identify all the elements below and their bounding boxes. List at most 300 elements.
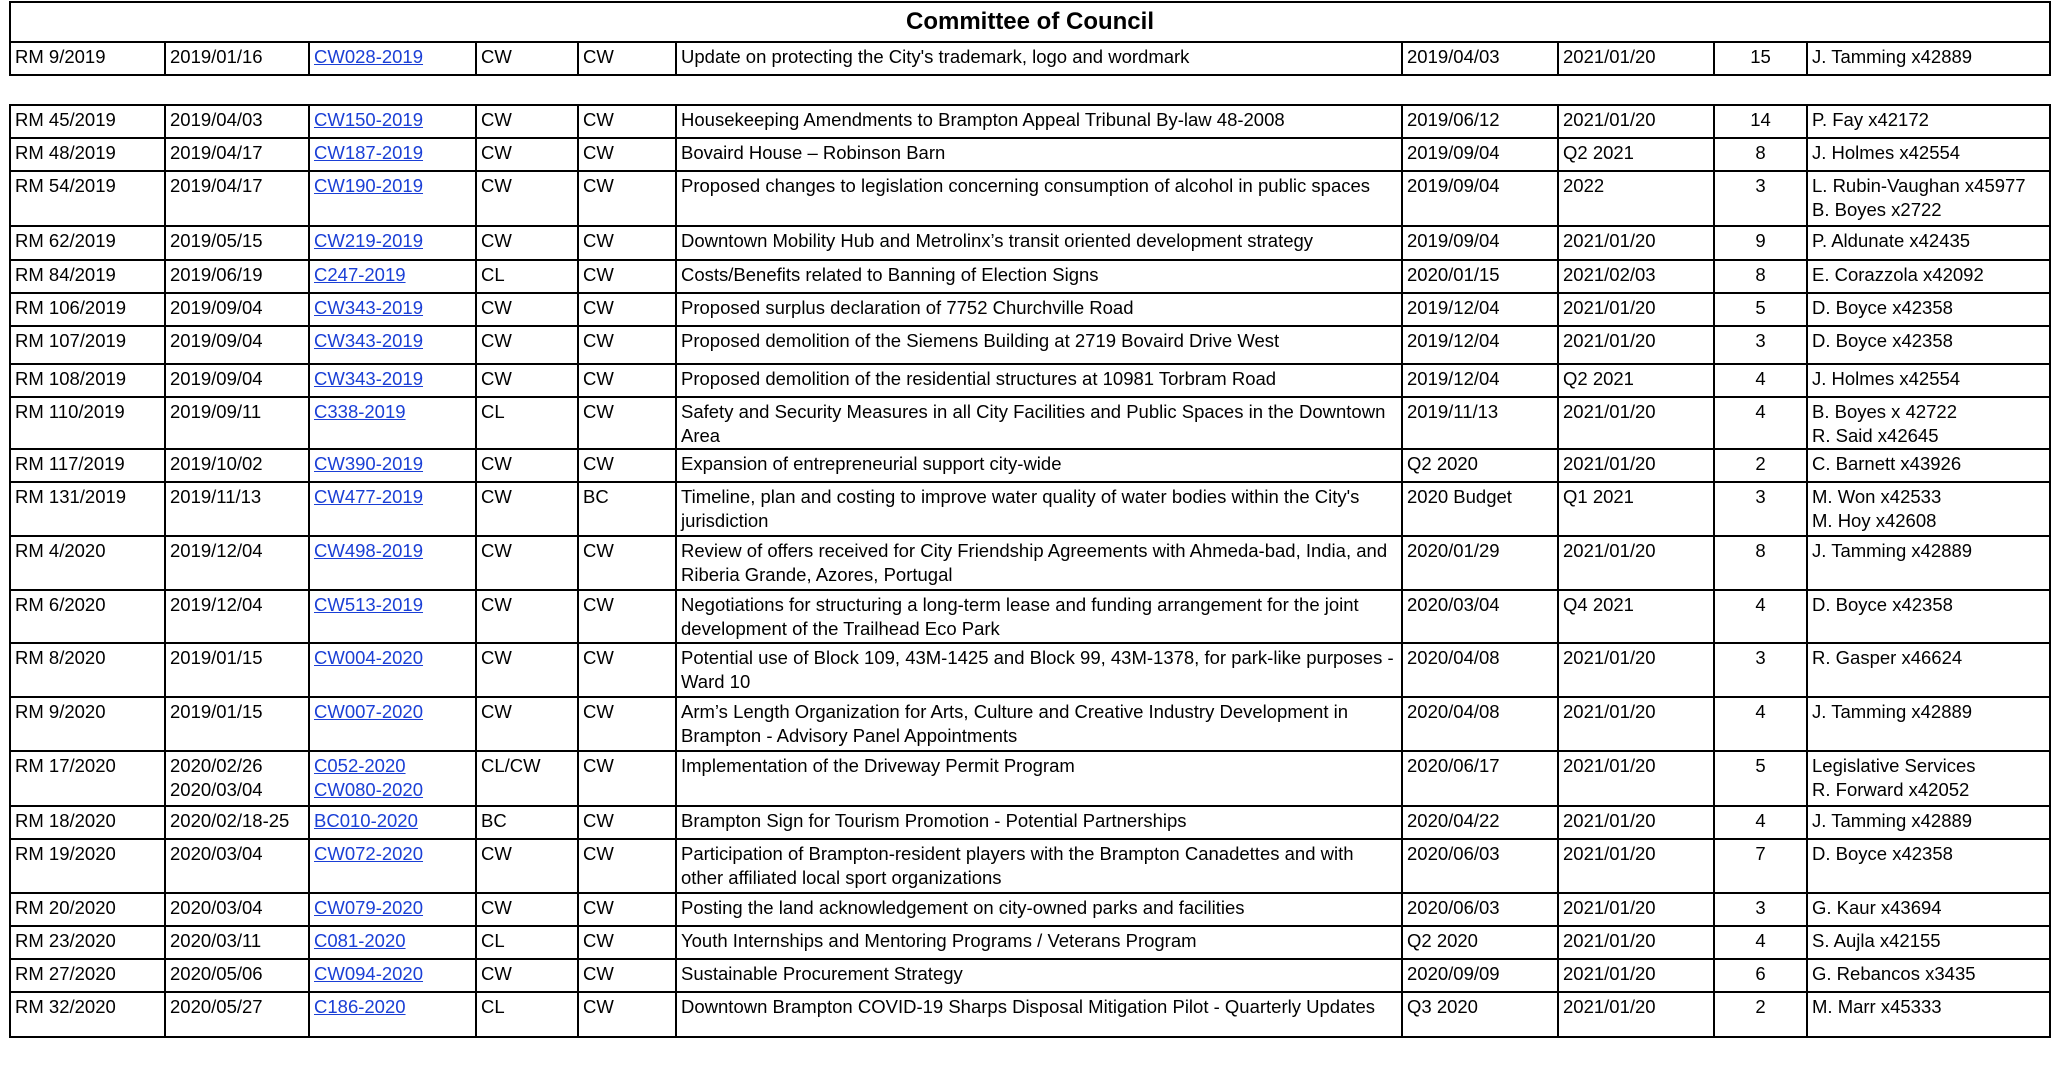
- count-cell: 4: [1714, 697, 1807, 751]
- motions-table-body: [10, 105, 2050, 1037]
- contact-cell: [1807, 364, 2050, 397]
- report-ref-link[interactable]: CW080-2020: [314, 779, 424, 800]
- report-ref-cell: [309, 397, 476, 449]
- meeting-date: 2020/03/04: [170, 843, 263, 864]
- contact-name: J. Holmes x42554: [1812, 368, 1961, 389]
- count-cell: 3: [1714, 171, 1807, 226]
- revised-due-cell: 2021/01/20: [1558, 326, 1714, 364]
- date-cell: [165, 364, 309, 397]
- contact-name: B. Boyes x2722: [1812, 199, 1942, 220]
- committee-cell: BC: [578, 482, 676, 536]
- committee-cell: CW: [578, 293, 676, 326]
- report-ref-link[interactable]: C338-2019: [314, 401, 406, 422]
- contact-name: D. Boyce x42358: [1812, 297, 1953, 318]
- report-ref-link[interactable]: CW477-2019: [314, 486, 424, 507]
- first-row-body: [10, 42, 2050, 75]
- original-due-cell: Q2 2020: [1402, 926, 1558, 959]
- original-due-cell: 2020/01/15: [1402, 260, 1558, 293]
- meeting-date: 2020/03/04: [170, 897, 263, 918]
- origin-cell: CW: [476, 697, 578, 751]
- report-ref-link[interactable]: CW219-2019: [314, 230, 424, 251]
- report-ref-link[interactable]: C247-2019: [314, 264, 406, 285]
- original-due-cell: 2019/12/04: [1402, 364, 1558, 397]
- date-cell: [165, 751, 309, 806]
- description-cell: Sustainable Procurement Strategy: [676, 959, 1402, 992]
- report-ref-link[interactable]: C052-2020: [314, 755, 406, 776]
- count-cell: 2: [1714, 992, 1807, 1037]
- original-due-cell: 2019/12/04: [1402, 293, 1558, 326]
- description-cell: Expansion of entrepreneurial support city-wide: [676, 449, 1402, 482]
- contact-name: J. Holmes x42554: [1812, 142, 1961, 163]
- contact-cell: [1807, 893, 2050, 926]
- origin-cell: CW: [476, 138, 578, 171]
- revised-due-cell: 2021/01/20: [1558, 536, 1714, 590]
- rm-number-cell: RM 4/2020: [10, 536, 165, 590]
- report-ref-cell: [309, 536, 476, 590]
- revised-due-cell: 2022: [1558, 171, 1714, 226]
- count-cell: 7: [1714, 839, 1807, 893]
- origin-cell: CW: [476, 893, 578, 926]
- original-due-cell: 2020/04/08: [1402, 697, 1558, 751]
- origin-cell: CL: [476, 260, 578, 293]
- count-cell: 8: [1714, 138, 1807, 171]
- date-cell: [165, 449, 309, 482]
- report-ref-cell: [309, 260, 476, 293]
- revised-due-cell: 2021/01/20: [1558, 449, 1714, 482]
- count-cell: 14: [1714, 105, 1807, 138]
- contact-name: J. Tamming x42889: [1812, 701, 1973, 722]
- revised-due-cell: 2021/01/20: [1558, 959, 1714, 992]
- contact-cell: [1807, 293, 2050, 326]
- original-due-cell: 2020/09/09: [1402, 959, 1558, 992]
- report-ref-link[interactable]: CW190-2019: [314, 175, 424, 196]
- date-cell: [165, 590, 309, 643]
- report-ref-cell: [309, 839, 476, 893]
- meeting-date: 2019/09/04: [170, 330, 263, 351]
- count-cell: 3: [1714, 482, 1807, 536]
- original-due-cell: 2019/09/04: [1402, 226, 1558, 260]
- description-cell: Timeline, plan and costing to improve water quality of water bodies within the City's jurisdiction: [676, 482, 1402, 536]
- report-ref-link[interactable]: CW343-2019: [314, 368, 424, 389]
- count-cell: 4: [1714, 926, 1807, 959]
- original-due-cell: 2020/06/03: [1402, 839, 1558, 893]
- contact-cell: [1807, 226, 2050, 260]
- contact-cell: [1807, 536, 2050, 590]
- revised-due-cell: 2021/01/20: [1558, 751, 1714, 806]
- committee-title: Committee of Council: [10, 2, 2050, 42]
- committee-cell: CW: [578, 839, 676, 893]
- report-ref-link[interactable]: CW513-2019: [314, 594, 424, 615]
- contact-cell: [1807, 751, 2050, 806]
- table-row: [10, 697, 2050, 751]
- committee-cell: CW: [578, 590, 676, 643]
- revised-due-cell: 2021/01/20: [1558, 893, 1714, 926]
- report-ref-cell: [309, 926, 476, 959]
- rm-number-cell: RM 19/2020: [10, 839, 165, 893]
- report-ref-link[interactable]: CW079-2020: [314, 897, 424, 918]
- date-cell: [165, 536, 309, 590]
- report-ref-link[interactable]: C186-2020: [314, 996, 406, 1017]
- committee-cell: CW: [578, 326, 676, 364]
- date-cell: [165, 397, 309, 449]
- origin-cell: CW: [476, 105, 578, 138]
- meeting-date: 2019/04/17: [170, 175, 263, 196]
- table-row: [10, 992, 2050, 1037]
- committee-cell: CW: [578, 260, 676, 293]
- report-ref-cell: [309, 449, 476, 482]
- committee-cell: CW: [578, 449, 676, 482]
- original-due-cell: 2019/06/12: [1402, 105, 1558, 138]
- description-cell: Proposed changes to legislation concerning consumption of alcohol in public spaces: [676, 171, 1402, 226]
- rm-number-cell: RM 20/2020: [10, 893, 165, 926]
- date-cell: [165, 839, 309, 893]
- rm-number-cell: RM 9/2020: [10, 697, 165, 751]
- rm-number-cell: RM 27/2020: [10, 959, 165, 992]
- report-ref-cell: [309, 293, 476, 326]
- contact-name: Legislative Services: [1812, 755, 1976, 776]
- date-cell: [165, 643, 309, 697]
- rm-number-cell: RM 62/2019: [10, 226, 165, 260]
- committee-cell: CW: [578, 397, 676, 449]
- revised-due-cell: 2021/01/20: [1558, 992, 1714, 1037]
- description-cell: Proposed demolition of the Siemens Building at 2719 Bovaird Drive West: [676, 326, 1402, 364]
- report-ref-link[interactable]: CW498-2019: [314, 540, 424, 561]
- rm-number-cell: RM 117/2019: [10, 449, 165, 482]
- table-row: [10, 226, 2050, 260]
- description-cell: Brampton Sign for Tourism Promotion - Potential Partnerships: [676, 806, 1402, 839]
- contact-name: G. Kaur x43694: [1812, 897, 1942, 918]
- rm-number-cell: RM 32/2020: [10, 992, 165, 1037]
- original-due-cell: 2019/12/04: [1402, 326, 1558, 364]
- count-cell: 15: [1714, 42, 1807, 75]
- description-cell: Bovaird House – Robinson Barn: [676, 138, 1402, 171]
- origin-cell: CL: [476, 397, 578, 449]
- table-row: [10, 806, 2050, 839]
- date-cell: [165, 959, 309, 992]
- report-ref-link[interactable]: CW007-2020: [314, 701, 424, 722]
- contact-cell: [1807, 326, 2050, 364]
- revised-due-cell: Q2 2021: [1558, 364, 1714, 397]
- count-cell: 5: [1714, 293, 1807, 326]
- committee-cell: CW: [578, 105, 676, 138]
- origin-cell: CW: [476, 226, 578, 260]
- table-row: [10, 138, 2050, 171]
- report-ref-link[interactable]: CW072-2020: [314, 843, 424, 864]
- original-due-cell: 2020/06/03: [1402, 893, 1558, 926]
- committee-cell: CW: [578, 226, 676, 260]
- table-row: [10, 397, 2050, 449]
- meeting-date: 2019/05/15: [170, 230, 263, 251]
- original-due-cell: 2020/06/17: [1402, 751, 1558, 806]
- meeting-date: 2020/03/04: [170, 779, 263, 800]
- meeting-date: 2019/01/16: [170, 46, 263, 67]
- meeting-date: 2019/09/04: [170, 297, 263, 318]
- report-ref-link[interactable]: CW028-2019: [314, 46, 424, 67]
- committee-header-table: [9, 1, 2051, 76]
- origin-cell: CW: [476, 42, 578, 75]
- count-cell: 4: [1714, 397, 1807, 449]
- report-ref-link[interactable]: C081-2020: [314, 930, 406, 951]
- description-cell: Proposed demolition of the residential structures at 10981 Torbram Road: [676, 364, 1402, 397]
- meeting-date: 2020/05/06: [170, 963, 263, 984]
- contact-name: L. Rubin-Vaughan x45977: [1812, 175, 2026, 196]
- contact-name: C. Barnett x43926: [1812, 453, 1962, 474]
- origin-cell: CW: [476, 449, 578, 482]
- committee-cell: CW: [578, 806, 676, 839]
- table-row: [10, 893, 2050, 926]
- revised-due-cell: 2021/01/20: [1558, 839, 1714, 893]
- report-ref-cell: [309, 326, 476, 364]
- report-ref-cell: [309, 992, 476, 1037]
- rm-number-cell: RM 131/2019: [10, 482, 165, 536]
- rm-number-cell: RM 106/2019: [10, 293, 165, 326]
- table-row: [10, 260, 2050, 293]
- date-cell: [165, 138, 309, 171]
- contact-cell: [1807, 397, 2050, 449]
- origin-cell: CW: [476, 293, 578, 326]
- table-row: [10, 105, 2050, 138]
- date-cell: [165, 171, 309, 226]
- report-ref-cell: [309, 959, 476, 992]
- revised-due-cell: Q4 2021: [1558, 590, 1714, 643]
- date-cell: [165, 992, 309, 1037]
- description-cell: Implementation of the Driveway Permit Program: [676, 751, 1402, 806]
- revised-due-cell: 2021/01/20: [1558, 926, 1714, 959]
- report-ref-link[interactable]: CW094-2020: [314, 963, 424, 984]
- count-cell: 3: [1714, 326, 1807, 364]
- date-cell: [165, 926, 309, 959]
- rm-number-cell: RM 18/2020: [10, 806, 165, 839]
- contact-cell: [1807, 482, 2050, 536]
- contact-name: E. Corazzola x42092: [1812, 264, 1984, 285]
- report-ref-cell: [309, 697, 476, 751]
- report-ref-link[interactable]: CW150-2019: [314, 109, 424, 130]
- count-cell: 3: [1714, 893, 1807, 926]
- rm-number-cell: RM 6/2020: [10, 590, 165, 643]
- date-cell: [165, 226, 309, 260]
- contact-name: R. Said x42645: [1812, 425, 1939, 446]
- meeting-date: 2019/04/17: [170, 142, 263, 163]
- contact-cell: [1807, 643, 2050, 697]
- contact-name: J. Tamming x42889: [1812, 540, 1973, 561]
- contact-cell: [1807, 992, 2050, 1037]
- origin-cell: CW: [476, 643, 578, 697]
- table-row: [10, 293, 2050, 326]
- meeting-date: 2020/02/18-25: [170, 810, 290, 831]
- description-cell: Participation of Brampton-resident players with the Brampton Canadettes and with other affiliated local sport organizations: [676, 839, 1402, 893]
- report-ref-cell: [309, 751, 476, 806]
- original-due-cell: 2020 Budget: [1402, 482, 1558, 536]
- contact-cell: [1807, 105, 2050, 138]
- contact-cell: [1807, 926, 2050, 959]
- report-ref-cell: [309, 138, 476, 171]
- count-cell: 8: [1714, 536, 1807, 590]
- origin-cell: CW: [476, 839, 578, 893]
- description-cell: Youth Internships and Mentoring Programs / Veterans Program: [676, 926, 1402, 959]
- rm-number-cell: RM 8/2020: [10, 643, 165, 697]
- table-row: [10, 590, 2050, 643]
- description-cell: Arm’s Length Organization for Arts, Culture and Creative Industry Development in Brampton - Advisory Panel Appointments: [676, 697, 1402, 751]
- rm-number-cell: RM 48/2019: [10, 138, 165, 171]
- revised-due-cell: 2021/01/20: [1558, 105, 1714, 138]
- report-ref-cell: [309, 893, 476, 926]
- date-cell: [165, 42, 309, 75]
- contact-cell: [1807, 839, 2050, 893]
- original-due-cell: 2019/04/03: [1402, 42, 1558, 75]
- table-row: [10, 364, 2050, 397]
- contact-name: J. Tamming x42889: [1812, 46, 1973, 67]
- contact-name: D. Boyce x42358: [1812, 594, 1953, 615]
- description-cell: Safety and Security Measures in all City Facilities and Public Spaces in the Downtown Area: [676, 397, 1402, 449]
- origin-cell: CL: [476, 926, 578, 959]
- report-ref-link[interactable]: CW004-2020: [314, 647, 424, 668]
- report-ref-cell: [309, 643, 476, 697]
- count-cell: 2: [1714, 449, 1807, 482]
- contact-name: M. Hoy x42608: [1812, 510, 1937, 531]
- contact-cell: [1807, 138, 2050, 171]
- meeting-date: 2019/09/11: [170, 401, 262, 422]
- contact-cell: [1807, 171, 2050, 226]
- meeting-date: 2019/12/04: [170, 594, 263, 615]
- report-ref-link[interactable]: CW343-2019: [314, 330, 424, 351]
- date-cell: [165, 260, 309, 293]
- table-row: [10, 482, 2050, 536]
- motions-table: [9, 104, 2051, 1038]
- contact-name: M. Won x42533: [1812, 486, 1942, 507]
- date-cell: [165, 105, 309, 138]
- meeting-date: 2019/01/15: [170, 647, 263, 668]
- report-ref-cell: [309, 590, 476, 643]
- revised-due-cell: 2021/02/03: [1558, 260, 1714, 293]
- rm-number-cell: RM 108/2019: [10, 364, 165, 397]
- original-due-cell: 2020/01/29: [1402, 536, 1558, 590]
- origin-cell: CW: [476, 171, 578, 226]
- rm-number-cell: RM 54/2019: [10, 171, 165, 226]
- origin-cell: CW: [476, 590, 578, 643]
- original-due-cell: 2020/03/04: [1402, 590, 1558, 643]
- revised-due-cell: Q2 2021: [1558, 138, 1714, 171]
- revised-due-cell: Q1 2021: [1558, 482, 1714, 536]
- committee-cell: CW: [578, 926, 676, 959]
- revised-due-cell: 2021/01/20: [1558, 293, 1714, 326]
- report-ref-link[interactable]: CW390-2019: [314, 453, 424, 474]
- committee-cell: CW: [578, 138, 676, 171]
- rm-number-cell: RM 45/2019: [10, 105, 165, 138]
- origin-cell: CW: [476, 364, 578, 397]
- original-due-cell: Q3 2020: [1402, 992, 1558, 1037]
- description-cell: Review of offers received for City Friendship Agreements with Ahmeda-bad, India, and Riberia Grande, Azores, Portugal: [676, 536, 1402, 590]
- origin-cell: CL: [476, 992, 578, 1037]
- origin-cell: CW: [476, 326, 578, 364]
- description-cell: Potential use of Block 109, 43M-1425 and Block 99, 43M-1378, for park-like purposes - Ward 10: [676, 643, 1402, 697]
- meeting-date: 2019/01/15: [170, 701, 263, 722]
- count-cell: 9: [1714, 226, 1807, 260]
- date-cell: [165, 893, 309, 926]
- report-ref-cell: [309, 806, 476, 839]
- committee-cell: CW: [578, 536, 676, 590]
- date-cell: [165, 697, 309, 751]
- contact-cell: [1807, 590, 2050, 643]
- meeting-date: 2019/10/02: [170, 453, 263, 474]
- contact-name: D. Boyce x42358: [1812, 843, 1953, 864]
- date-cell: [165, 482, 309, 536]
- committee-cell: CW: [578, 42, 676, 75]
- contact-cell: [1807, 260, 2050, 293]
- report-ref-cell: [309, 364, 476, 397]
- count-cell: 4: [1714, 806, 1807, 839]
- contact-name: R. Gasper x46624: [1812, 647, 1963, 668]
- title-row: [10, 2, 2050, 42]
- origin-cell: CL/CW: [476, 751, 578, 806]
- count-cell: 3: [1714, 643, 1807, 697]
- committee-cell: CW: [578, 959, 676, 992]
- count-cell: 6: [1714, 959, 1807, 992]
- origin-cell: CW: [476, 959, 578, 992]
- contact-cell: [1807, 42, 2050, 75]
- report-ref-cell: [309, 42, 476, 75]
- table-row: [10, 751, 2050, 806]
- meeting-date: 2020/03/11: [170, 930, 262, 951]
- meeting-date: 2019/12/04: [170, 540, 263, 561]
- original-due-cell: 2019/09/04: [1402, 138, 1558, 171]
- report-ref-link[interactable]: CW343-2019: [314, 297, 424, 318]
- report-ref-cell: [309, 105, 476, 138]
- committee-cell: CW: [578, 697, 676, 751]
- description-cell: Downtown Mobility Hub and Metrolinx’s transit oriented development strategy: [676, 226, 1402, 260]
- meeting-date: 2019/11/13: [170, 486, 262, 507]
- original-due-cell: 2019/11/13: [1402, 397, 1558, 449]
- description-cell: Negotiations for structuring a long-term lease and funding arrangement for the joint development of the Trailhead Eco Park: [676, 590, 1402, 643]
- origin-cell: CW: [476, 482, 578, 536]
- report-ref-cell: [309, 482, 476, 536]
- committee-cell: CW: [578, 643, 676, 697]
- table-row: [10, 326, 2050, 364]
- contact-cell: [1807, 449, 2050, 482]
- meeting-date: 2019/09/04: [170, 368, 263, 389]
- revised-due-cell: 2021/01/20: [1558, 806, 1714, 839]
- description-cell: Update on protecting the City's trademark, logo and wordmark: [676, 42, 1402, 75]
- table-row: [10, 171, 2050, 226]
- original-due-cell: Q2 2020: [1402, 449, 1558, 482]
- rm-number-cell: RM 84/2019: [10, 260, 165, 293]
- committee-cell: CW: [578, 893, 676, 926]
- table-row: [10, 643, 2050, 697]
- meeting-date: 2019/06/19: [170, 264, 263, 285]
- contact-cell: [1807, 806, 2050, 839]
- committee-cell: CW: [578, 171, 676, 226]
- description-cell: Costs/Benefits related to Banning of Election Signs: [676, 260, 1402, 293]
- count-cell: 4: [1714, 590, 1807, 643]
- rm-number-cell: RM 107/2019: [10, 326, 165, 364]
- date-cell: [165, 806, 309, 839]
- contact-cell: [1807, 959, 2050, 992]
- count-cell: 5: [1714, 751, 1807, 806]
- date-cell: [165, 293, 309, 326]
- report-ref-link[interactable]: BC010-2020: [314, 810, 418, 831]
- contact-name: D. Boyce x42358: [1812, 330, 1953, 351]
- origin-cell: BC: [476, 806, 578, 839]
- count-cell: 8: [1714, 260, 1807, 293]
- contact-name: G. Rebancos x3435: [1812, 963, 1976, 984]
- table-row: [10, 536, 2050, 590]
- contact-name: P. Aldunate x42435: [1812, 230, 1971, 251]
- original-due-cell: 2020/04/22: [1402, 806, 1558, 839]
- meeting-date: 2020/02/26: [170, 755, 263, 776]
- rm-number-cell: RM 110/2019: [10, 397, 165, 449]
- revised-due-cell: 2021/01/20: [1558, 42, 1714, 75]
- report-ref-cell: [309, 226, 476, 260]
- report-ref-link[interactable]: CW187-2019: [314, 142, 424, 163]
